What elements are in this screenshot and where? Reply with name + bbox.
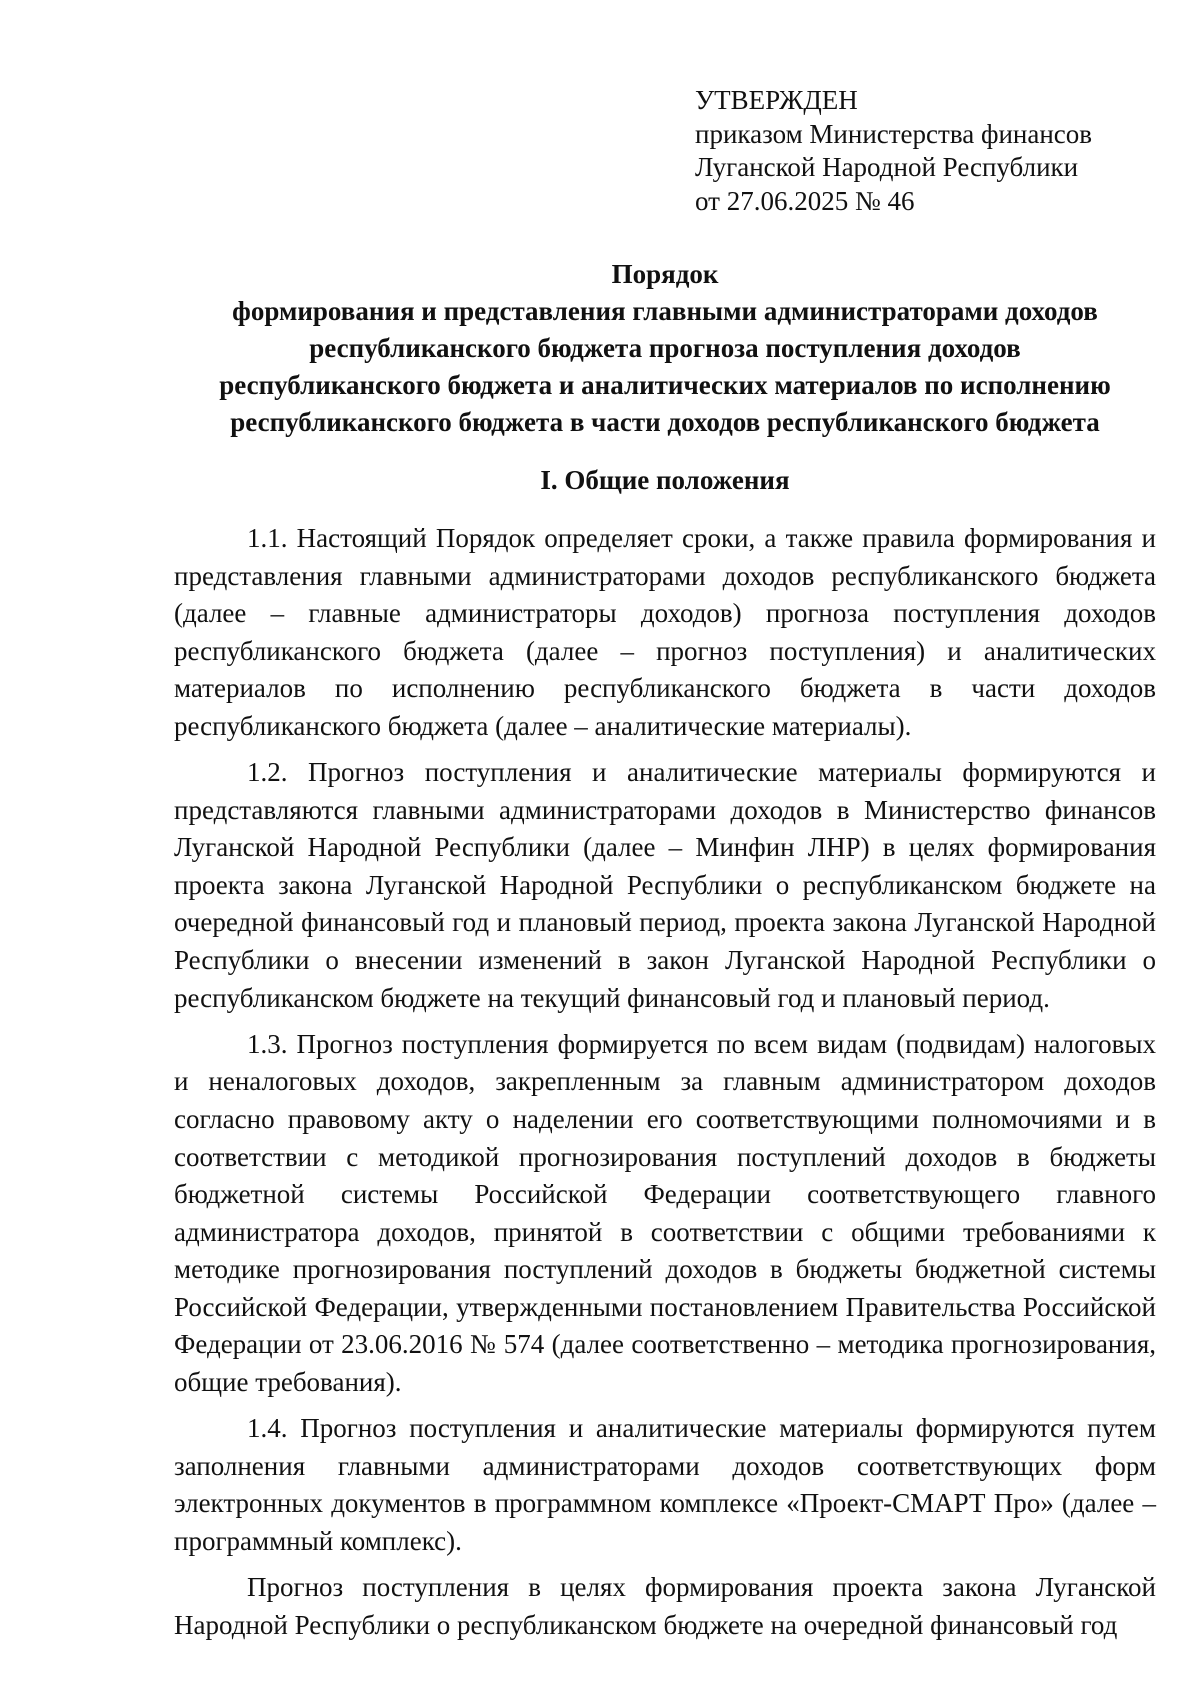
title-line-5: республиканского бюджета в части доходов республиканского бюджета xyxy=(230,407,1100,437)
approval-stamp xyxy=(695,84,1165,218)
approval-status: УТВЕРЖДЕН xyxy=(695,85,858,115)
title-line-4: республиканского бюджета и аналитических материалов по исполнению xyxy=(219,370,1111,400)
paragraph-1-3: 1.3. Прогноз поступления формируется по всем видам (подвидам) налоговых и неналоговых доходов, закрепленным за главным администратором доходов согласно правовому акту о наделении его соответствующими полномочиями и в соответствии с методикой прогнозирования поступлений доходов в бюджеты бюджетной системы Российской Федерации соответствующего главного администратора доходов, принятой в соответствии с общими требованиями к методике прогнозирования поступлений доходов в бюджеты бюджетной системы Российской Федерации, утвержденными постановлением Правительства Российской Федерации от 23.06.2016 № 574 (далее соответственно – методика прогнозирования, общие требования). xyxy=(174,1028,1156,1398)
paragraph-1-2: 1.2. Прогноз поступления и аналитические материалы формируются и представляются главными администраторами доходов в Министерство финансов Луганской Народной Республики (далее – Минфин ЛНР) в целях формирования проекта закона Луганской Народной Республики о республиканском бюджете на очередной финансовый год и плановый период, проекта закона Луганской Народной Республики о внесении изменений в закон Луганской Народной Республики о республиканском бюджете на текущий финансовый год и плановый период. xyxy=(174,757,1156,1013)
document-body xyxy=(174,520,1156,1653)
paragraph-forecast: Прогноз поступления в целях формирования проекта закона Луганской Народной Республики о республиканском бюджете на очередной финансовый год xyxy=(174,1572,1156,1640)
title-line-2: формирования и представления главными администраторами доходов xyxy=(232,296,1098,326)
approval-date-number: от 27.06.2025 № 46 xyxy=(695,185,915,216)
approval-order-line: приказом Министерства финансов xyxy=(695,118,1093,149)
title-line-1: Порядок xyxy=(611,259,719,289)
document-title xyxy=(150,256,1180,441)
section-heading: I. Общие положения xyxy=(540,465,790,495)
title-line-3: республиканского бюджета прогноза поступления доходов xyxy=(309,333,1021,363)
paragraph-1-4: 1.4. Прогноз поступления и аналитические материалы формируются путем заполнения главными администраторами доходов соответствующих форм электронных документов в программном комплексе «Проект-СМАРТ Про» (далее – программный комплекс). xyxy=(174,1413,1156,1556)
approval-authority-line: Луганской Народной Республики xyxy=(695,152,1079,182)
paragraph-1-1: 1.1. Настоящий Порядок определяет сроки, а также правила формирования и представления главными администраторами доходов республиканского бюджета (далее – главные администраторы доходов) прогноза поступления доходов республиканского бюджета (далее – прогноз поступления) и аналитических материалов по исполнению республиканского бюджета в части доходов республиканского бюджета (далее – аналитические материалы). xyxy=(174,523,1156,741)
